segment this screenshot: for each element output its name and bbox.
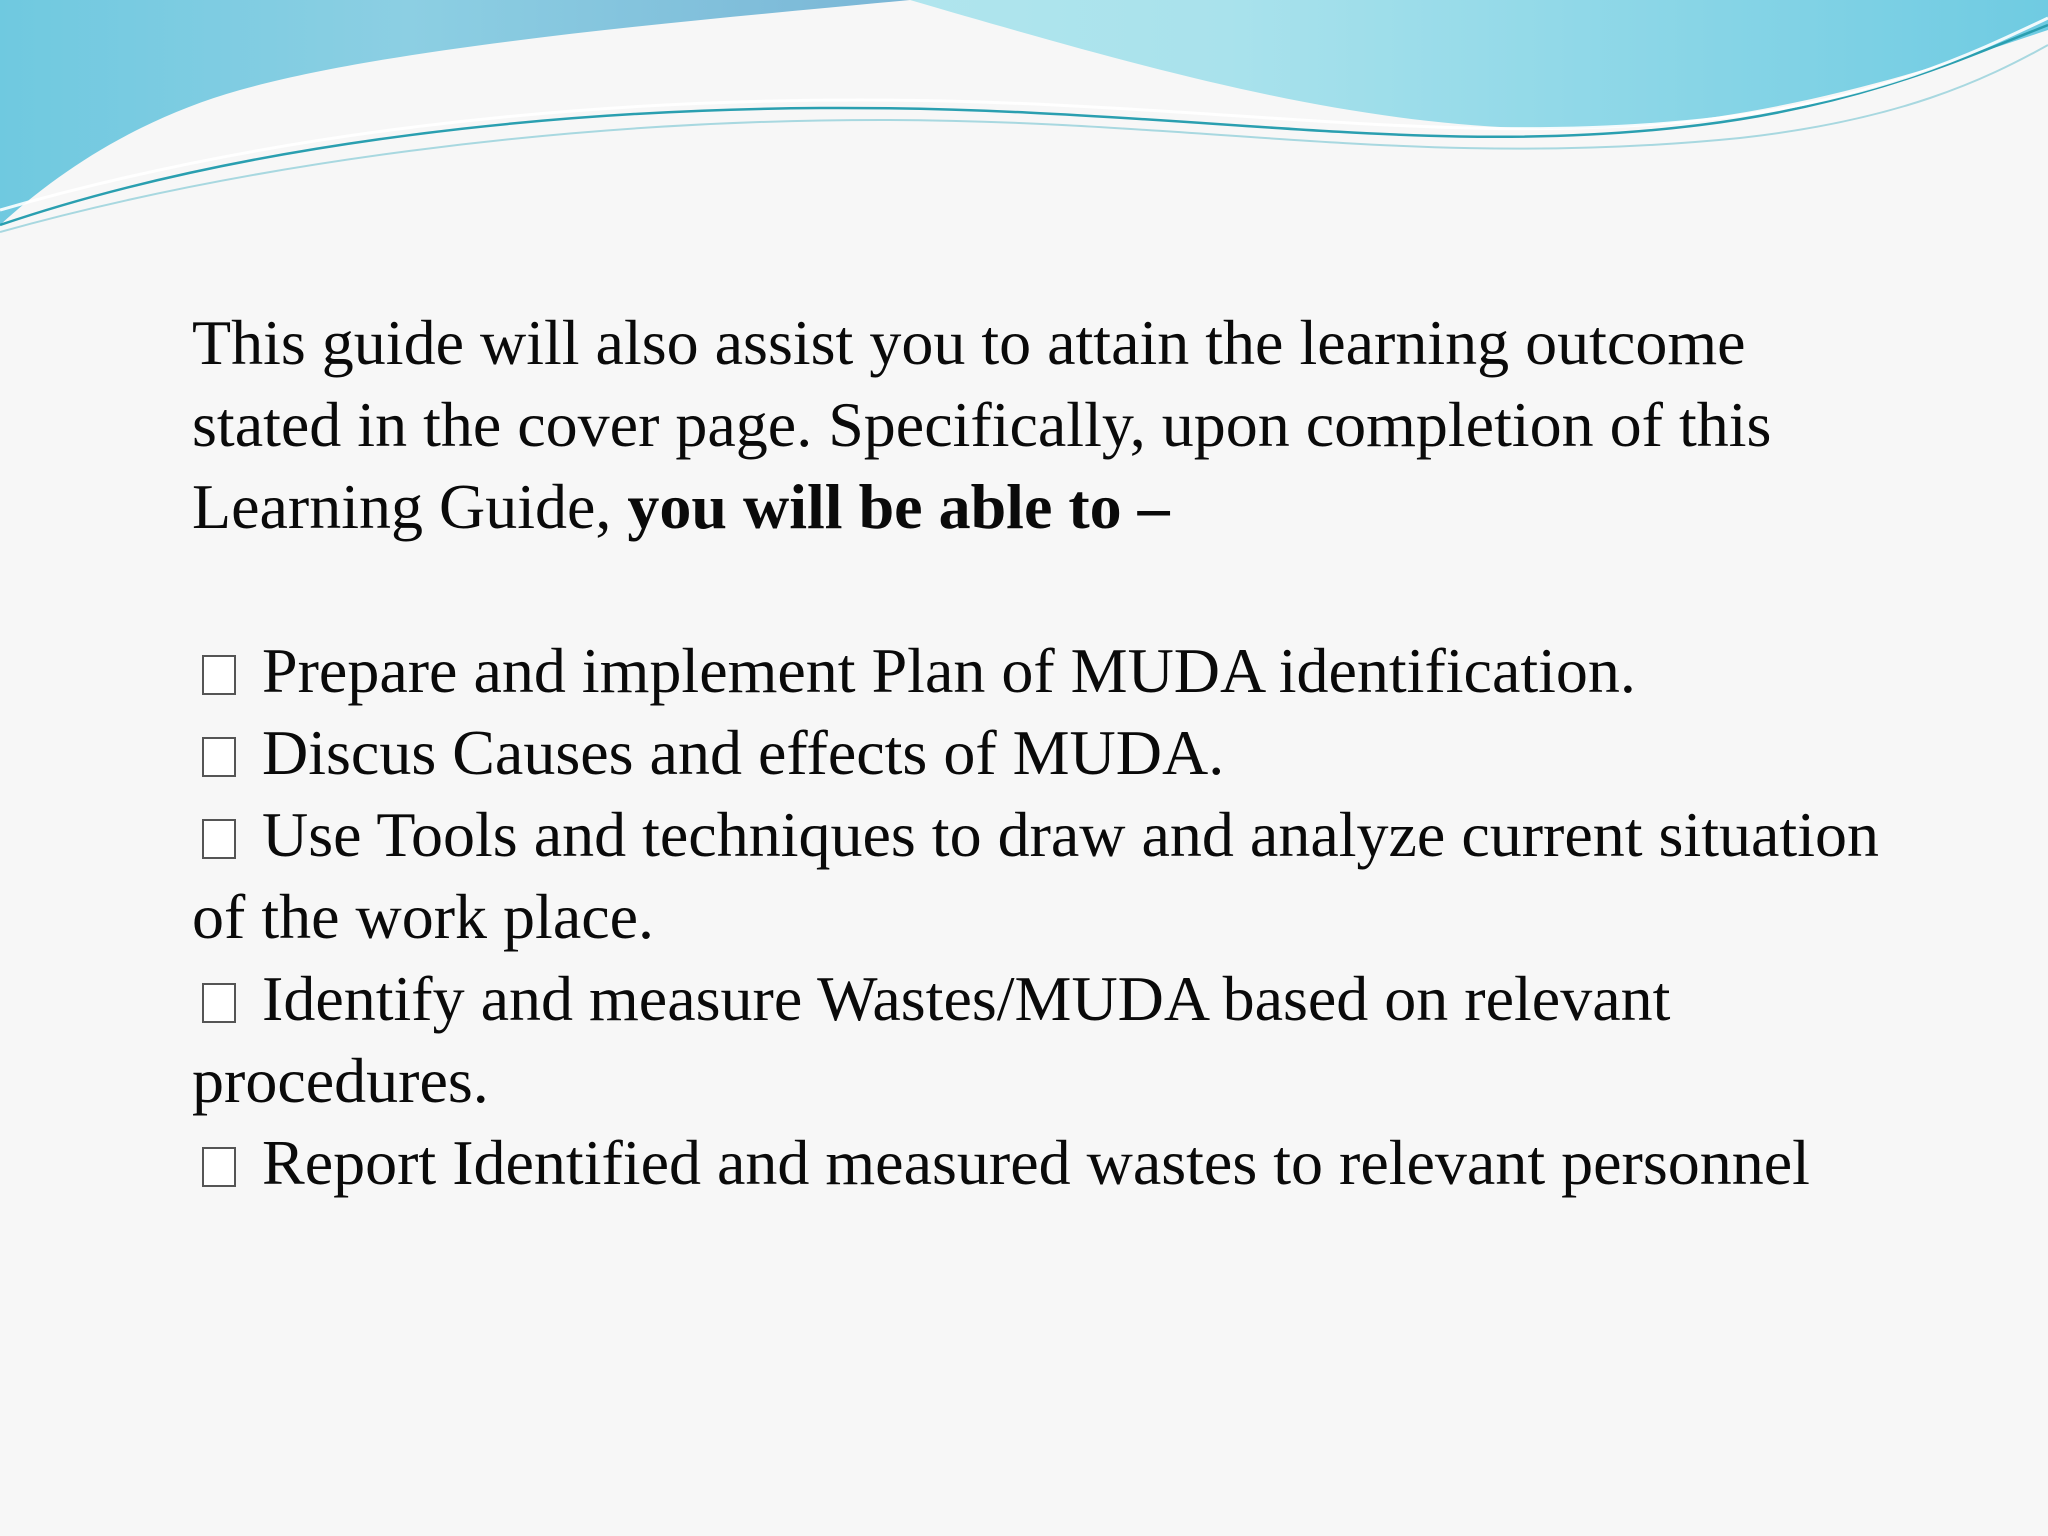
empty-box-icon <box>202 1147 236 1187</box>
objective-text: Discus Causes and effects of MUDA. <box>262 717 1225 788</box>
empty-box-icon <box>202 737 236 777</box>
objective-text: Identify and measure Wastes/MUDA based on relevant procedures. <box>192 963 1671 1116</box>
objective-item <box>192 958 1892 1122</box>
empty-box-icon <box>202 819 236 859</box>
objective-item <box>192 630 1892 712</box>
objectives-list <box>192 630 1892 1204</box>
intro-emphasis: you will be able to – <box>627 471 1170 542</box>
objective-item <box>192 794 1892 958</box>
slide-body <box>192 302 1892 1204</box>
objective-text: Prepare and implement Plan of MUDA identification. <box>262 635 1636 706</box>
objective-item <box>192 712 1892 794</box>
objective-item <box>192 1122 1892 1204</box>
objective-text: Use Tools and techniques to draw and analyze current situation of the work place. <box>192 799 1879 952</box>
empty-box-icon <box>202 983 236 1023</box>
intro-text: This guide will also assist you to attain the learning outcome stated in the cover page. Specifically, upon completion of this Learning Guide, <box>192 307 1772 542</box>
wave-front-shape <box>0 0 910 225</box>
objective-text: Report Identified and measured wastes to relevant personnel <box>262 1127 1810 1198</box>
empty-box-icon <box>202 655 236 695</box>
header-wave-decoration <box>0 0 2048 260</box>
intro-paragraph <box>192 302 1892 548</box>
